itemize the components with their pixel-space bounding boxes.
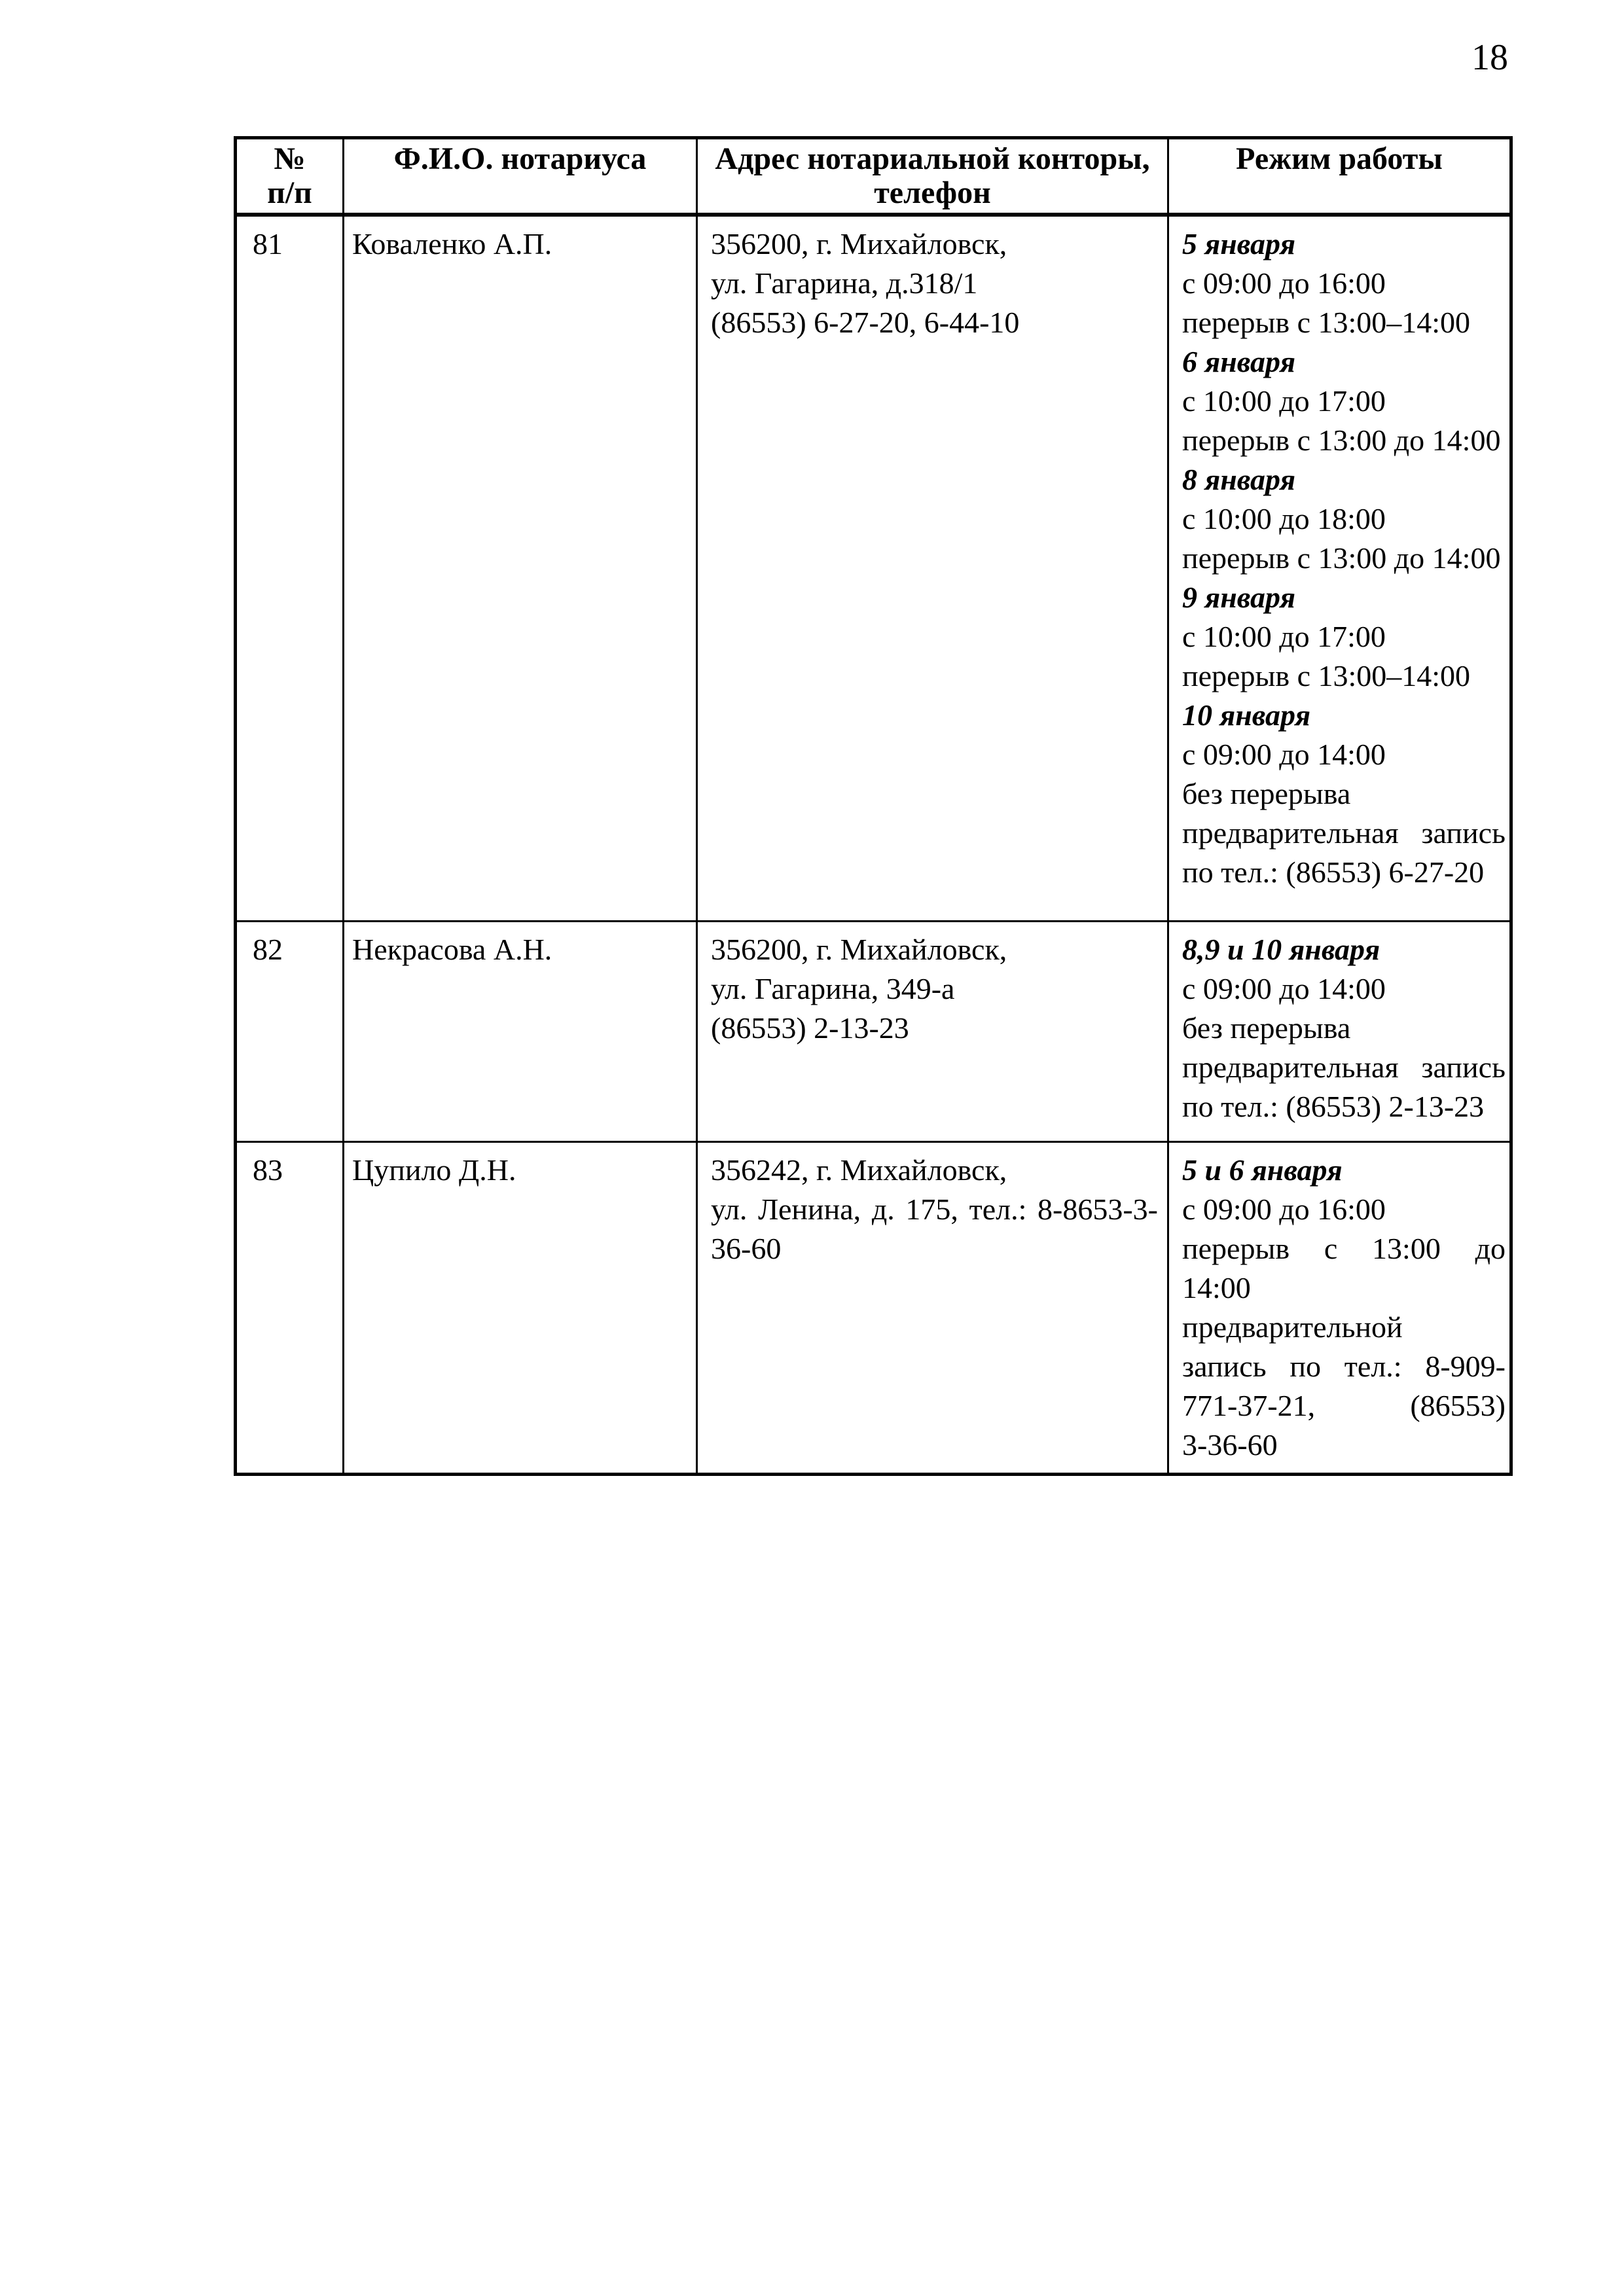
schedule-line: перерыв с 13:00 до 14:00	[1182, 541, 1501, 575]
schedule-line: с 09:00 до 16:00	[1182, 1192, 1386, 1226]
notary-name-cell: Цупило Д.Н.	[344, 1141, 697, 1474]
column-header-name: Ф.И.О. нотариуса	[344, 138, 697, 215]
schedule-line: с 10:00 до 17:00	[1182, 384, 1386, 418]
table-row	[236, 1141, 1511, 1474]
address-line: ул. Гагарина, д.318/1	[711, 266, 978, 300]
address-line: (86553) 6-27-20, 6-44-10	[711, 306, 1020, 339]
column-header-address: Адрес нотариальной конторы, телефон	[697, 138, 1168, 215]
row-number-cell: 81	[236, 215, 344, 921]
row-number-cell: 83	[236, 1141, 344, 1474]
schedule-line: без перерыва	[1182, 1011, 1351, 1045]
address-line: ул. Гагарина, 349-а	[711, 971, 955, 1005]
schedule-cell	[1168, 921, 1511, 1141]
schedule-line: с 09:00 до 16:00	[1182, 266, 1386, 300]
schedule-line: перерыв с 13:00–14:00	[1182, 659, 1471, 692]
column-header-num	[236, 138, 344, 215]
schedule-line: с 09:00 до 14:00	[1182, 738, 1386, 771]
page-number: 18	[1471, 37, 1508, 78]
schedule-line: по тел.: (86553) 2-13-23	[1182, 1089, 1485, 1123]
schedule-cell	[1168, 1141, 1511, 1474]
schedule-line: 14:00	[1182, 1270, 1251, 1304]
address-cell	[697, 921, 1168, 1141]
address-cell	[697, 215, 1168, 921]
notary-table	[234, 136, 1513, 1476]
schedule-line: запись по тел.: 8-909-	[1182, 1349, 1506, 1383]
table-row	[236, 215, 1511, 921]
address-line: 356200, г. Михайловск,	[711, 227, 1007, 260]
schedule-line: перерыв с 13:00 до	[1182, 1231, 1506, 1265]
schedule-date: 5 января	[1182, 227, 1296, 260]
schedule-line: перерыв с 13:00–14:00	[1182, 306, 1471, 339]
address-line: 356200, г. Михайловск,	[711, 932, 1007, 966]
address-line: 36-60	[711, 1231, 782, 1265]
address-line: 356242, г. Михайловск,	[711, 1153, 1007, 1187]
notary-name-cell: Некрасова А.Н.	[344, 921, 697, 1141]
schedule-line: предварительной	[1182, 1310, 1403, 1344]
schedule-date: 5 и 6 января	[1182, 1153, 1343, 1187]
schedule-line: 771-37-21, (86553)	[1182, 1388, 1506, 1422]
schedule-line: с 10:00 до 18:00	[1182, 502, 1386, 535]
schedule-date: 9 января	[1182, 581, 1296, 614]
schedule-line: перерыв с 13:00 до 14:00	[1182, 423, 1501, 457]
schedule-line: с 10:00 до 17:00	[1182, 620, 1386, 653]
schedule-line: по тел.: (86553) 6-27-20	[1182, 855, 1485, 889]
table-row	[236, 921, 1511, 1141]
schedule-date: 10 января	[1182, 698, 1311, 732]
table-header-row	[236, 138, 1511, 215]
schedule-date: 8,9 и 10 января	[1182, 932, 1380, 966]
address-line: ул. Ленина, д. 175, тел.: 8-8653-3-	[711, 1192, 1158, 1226]
column-header-schedule: Режим работы	[1168, 138, 1511, 215]
schedule-date: 6 января	[1182, 345, 1296, 378]
notary-name-cell: Коваленко А.П.	[344, 215, 697, 921]
schedule-line: без перерыва	[1182, 777, 1351, 810]
num-header-symbol: №	[274, 141, 306, 176]
address-line: (86553) 2-13-23	[711, 1011, 909, 1045]
schedule-line: 3-36-60	[1182, 1427, 1278, 1462]
schedule-line: с 09:00 до 14:00	[1182, 971, 1386, 1005]
schedule-cell	[1168, 215, 1511, 921]
row-number-cell: 82	[236, 921, 344, 1141]
schedule-line: предварительная запись	[1182, 816, 1506, 850]
schedule-line: предварительная запись	[1182, 1050, 1506, 1084]
schedule-date: 8 января	[1182, 463, 1296, 496]
address-cell	[697, 1141, 1168, 1474]
num-header-sub: п/п	[267, 175, 312, 210]
